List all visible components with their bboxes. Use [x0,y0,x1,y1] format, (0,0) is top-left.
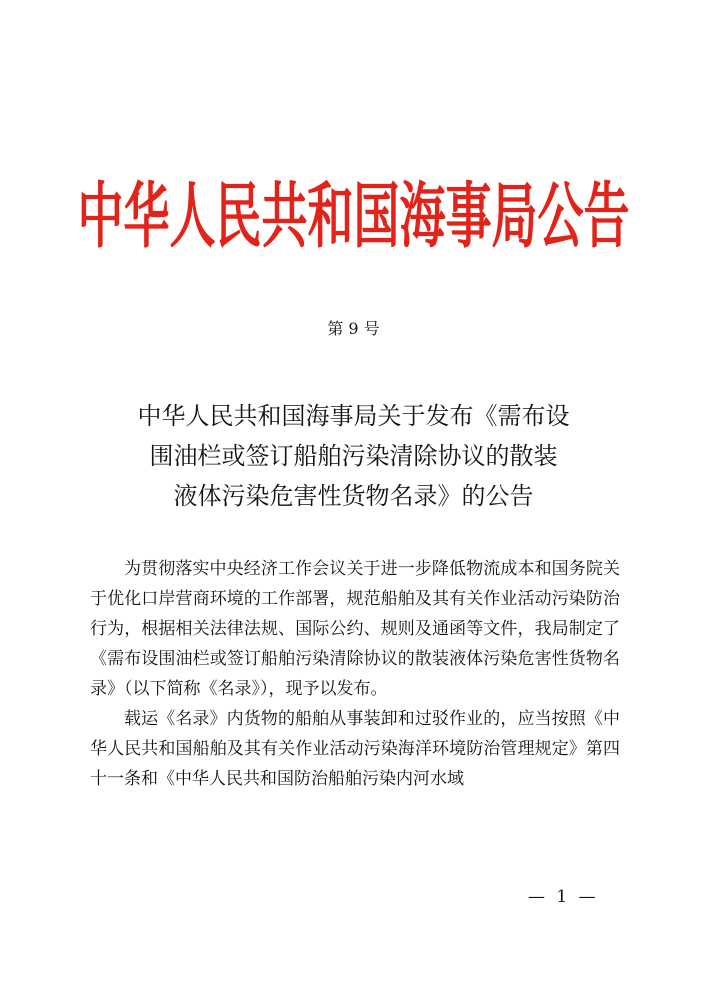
document-title [60,396,647,516]
document-number: 第 9 号 [327,319,380,338]
title-line-1: 中华人民共和国海事局关于发布《需布设 [137,402,570,430]
document-body [90,554,620,794]
body-paragraph-1: 为贯彻落实中央经济工作会议关于进一步降低物流成本和国务院关于优化口岸营商环境的工作部署，规范船舶及其有关作业活动污染防治行为，根据相关法律法规、国际公约、规则及通函等文件，我局制定了《需布设围油栏或签订船舶污染清除协议的散装液体污染危害性货物名录》（以下简称《名录》），现予以发布。 [90,559,620,699]
title-line-3: 液体污染危害性货物名录》的公告 [173,482,534,510]
masthead-title: 中华人民共和国海事局公告 [77,173,630,258]
title-line-2: 围油栏或签订船舶污染清除协议的散装 [149,442,558,470]
body-paragraph-2: 载运《名录》内货物的船舶从事装卸和过驳作业的，应当按照《中华人民共和国船舶及其有关作业活动污染海洋环境防治管理规定》第四十一条和《中华人民共和国防治船舶污染内河水域 [90,709,620,789]
page-number: — 1 — [528,887,596,907]
